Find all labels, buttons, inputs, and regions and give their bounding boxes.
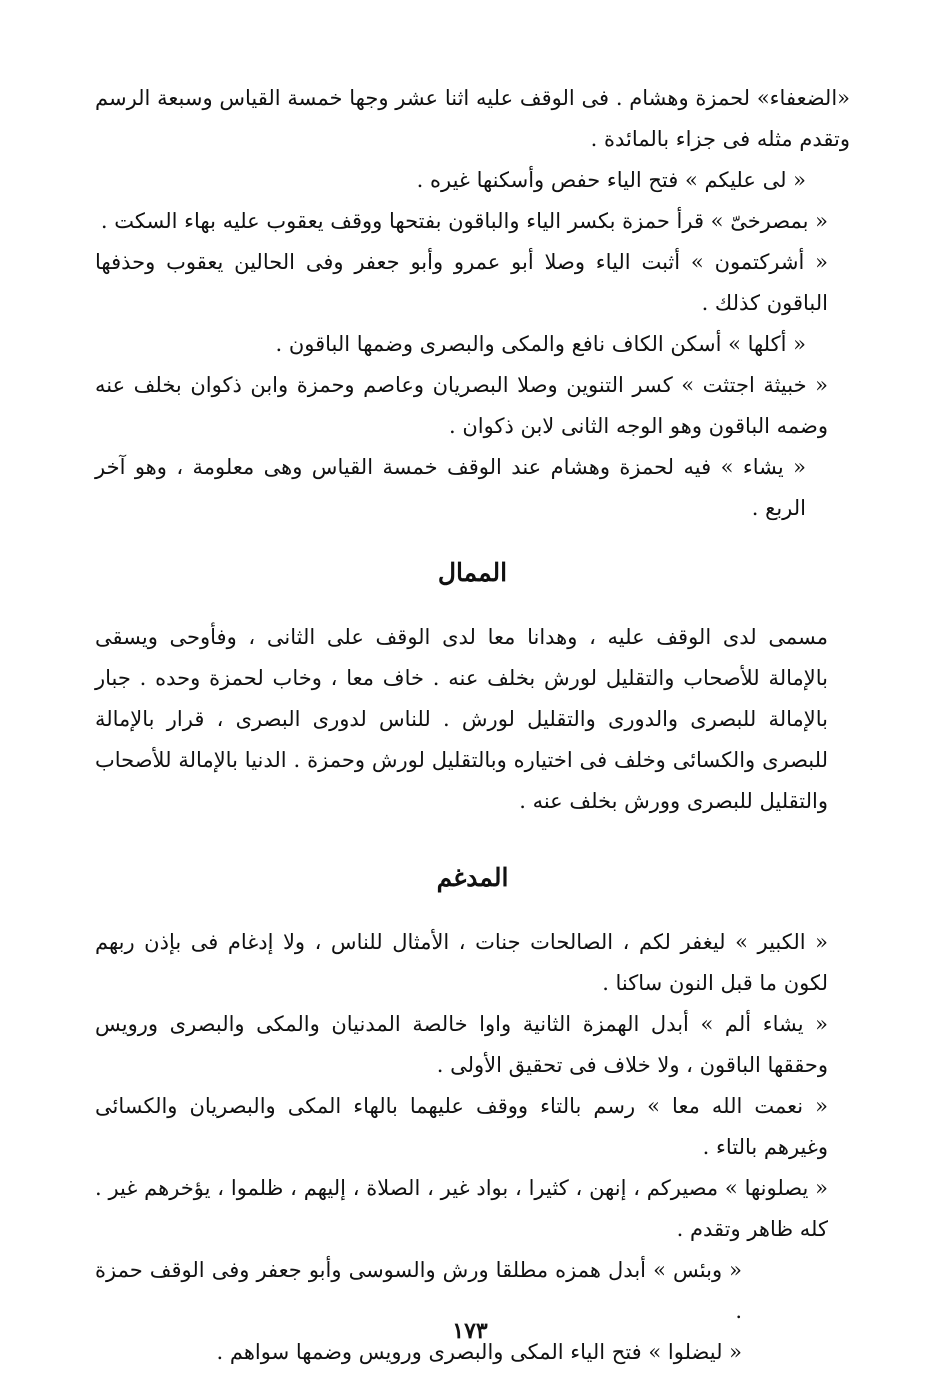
paragraph-ad-duafa: «الضعفاء» لحمزة وهشام . فى الوقف عليه اثنا عشر وجها خمسة القياس وسبعة الرسم وتقدم مثله فى جزاء بالمائدة . <box>95 86 850 151</box>
paragraph-ashraktumun: « أشركتمون » أثبت الياء وصلا أبو عمرو وأبو جعفر وفى الحالين يعقوب وحذفها الباقون كذلك . <box>95 250 828 315</box>
section-title-mudgham: المدغم <box>436 863 509 892</box>
paragraph-wa-bisa: « وبئس » أبدل همزه مطلقا ورش والسوسى وأبو جعفر وفى الوقف حمزة . <box>95 1258 742 1323</box>
paragraph-yaslawnaha: « يصلونها » مصيركم ، إنهن ، كثيرا ، بواد غير ، الصلاة ، إليهم ، ظلموا ، يؤخرهم غير . كله ظاهر وتقدم . <box>95 1176 828 1241</box>
paragraph-nimat-allah: « نعمت الله معا » رسم بالتاء ووقف عليهما بالهاء المكى والبصريان والكسائى وغيرهم بالتاء . <box>95 1094 828 1159</box>
page-number: ١٧٣ <box>452 1318 488 1344</box>
paragraph-li-yudillu: « ليضلوا » فتح الياء المكى والبصرى ورويس وضمها سواهم . <box>216 1340 742 1364</box>
paragraph-bimusrikhiyy: « بمصرخىّ » قرأ حمزة بكسر الياء والباقون بفتحها ووقف يعقوب عليه بهاء السكت . <box>100 209 828 233</box>
paragraph-yashau: « يشاء » فيه لحمزة وهشام عند الوقف خمسة القياس وهى معلومة ، وهو آخر الربع . <box>95 455 806 520</box>
paragraph-al-kabir: « الكبير » ليغفر لكم ، الصالحات جنات ، الأمثال للناس ، ولا إدغام فى بإذن ربهم لكون ما قبل النون ساكنا . <box>95 930 828 995</box>
section-title-mumal: الممال <box>437 558 508 587</box>
paragraph-li-alaykum: « لى عليكم » فتح الياء حفص وأسكنها غيره . <box>416 168 806 192</box>
page-content <box>95 78 850 1373</box>
paragraph-ukuluha: « أكلها » أسكن الكاف نافع والمكى والبصرى وضمها الباقون . <box>275 332 806 356</box>
paragraph-yashau-alam: « يشاء ألم » أبدل الهمزة الثانية واوا خالصة المدنيان والمكى والبصرى ورويس وحققها الباقون ، ولا خلاف فى تحقيق الأولى . <box>95 1012 828 1077</box>
paragraph-mumal-body: مسمى لدى الوقف عليه ، وهدانا معا لدى الوقف على الثانى ، وفأوحى ويسقى بالإمالة للأصحاب والتقليل لورش بخلف عنه . خاف معا ، وخاب لحمزة وحده . جبار بالإمالة للبصرى والدورى والتقليل لورش . للناس لدورى البصرى ، قرار بالإمالة للبصرى والكسائى وخلف فى اختياره وبالتقليل لورش وحمزة . الدنيا بالإمالة للأصحاب والتقليل للبصرى وورش بخلف عنه . <box>95 625 828 813</box>
paragraph-khabitha-ujtuththat: « خبيثة اجتثت » كسر التنوين وصلا البصريان وعاصم وحمزة وابن ذكوان بخلف عنه وضمه الباقون وهو الوجه الثانى لابن ذكوان . <box>95 373 828 438</box>
